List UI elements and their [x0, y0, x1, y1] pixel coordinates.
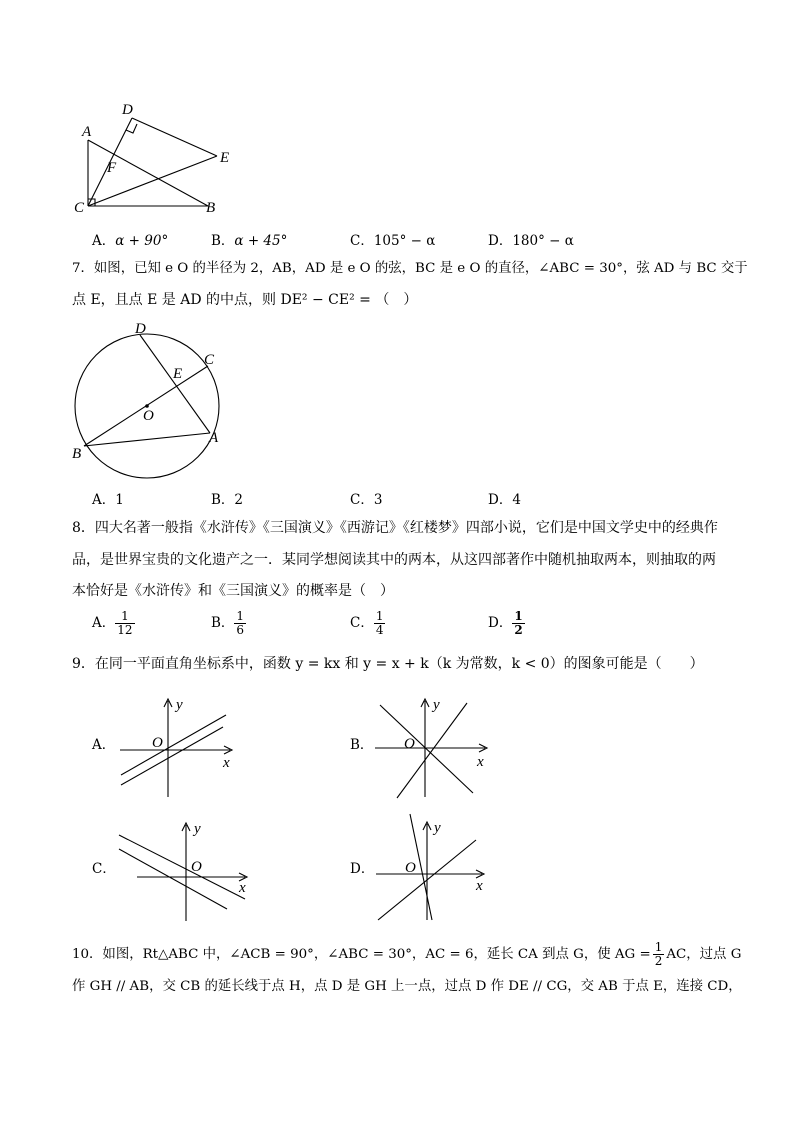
svg-text:y: y	[434, 820, 441, 836]
q9-graph-d	[372, 810, 512, 925]
q9-option-c-label: C．	[92, 861, 116, 877]
q7-line-1: 7．如图，已知 e O 的半径为 2，AB，AD 是 e O 的弦，BC 是 e O 的直径，∠ABC = 30°，弦 AD 与 BC 交于	[72, 261, 748, 276]
q7-label-o: O	[143, 408, 154, 424]
q7-label-d: D	[135, 321, 146, 337]
svg-text:y: y	[433, 697, 440, 713]
q7-label-b: B	[72, 446, 82, 462]
q6-label-f: F	[107, 160, 117, 176]
q6-label-c: C	[74, 200, 85, 216]
svg-text:O: O	[191, 859, 202, 875]
q6-label-d: D	[122, 102, 133, 118]
svg-text:y: y	[194, 821, 201, 837]
q8-line-2: 品，是世界宝贵的文化遗产之一．某同学想阅读其中的两本，从这四部著作中随机抽取两本，则抽取的两	[72, 552, 716, 568]
q6-label-b: B	[206, 200, 216, 216]
q6-figure	[70, 100, 240, 215]
svg-text:O: O	[152, 735, 163, 751]
svg-text:O: O	[404, 736, 415, 752]
q9-graph-a	[115, 693, 255, 803]
q9-graph-c	[115, 817, 255, 927]
q6-label-a: A	[82, 124, 92, 140]
q7-label-a: A	[209, 430, 219, 446]
svg-text:x: x	[239, 880, 246, 896]
svg-text:O: O	[405, 860, 416, 876]
svg-text:y: y	[176, 697, 183, 713]
q8-line-3: 本恰好是《水浒传》和《三国演义》的概率是（ ）	[72, 583, 394, 599]
q8-line-1: 8．四大名著一般指《水浒传》《三国演义》《西游记》《红楼梦》四部小说，它们是中国文学史中的经典作	[72, 520, 718, 536]
q6-label-e: E	[220, 150, 230, 166]
q10-line-1: 10．如图，Rt△ABC 中，∠ACB = 90°，∠ABC = 30°，AC = 6，延长 CA 到点 G，使 AG = $\frac{1}{2}$ AC，过点 G	[72, 940, 742, 968]
q7-figure	[68, 318, 238, 468]
q9-option-d-label: D．	[350, 861, 375, 877]
q7-line-2: 点 E，且点 E 是 AD 的中点，则 DE² − CE² = （ ）	[72, 292, 418, 308]
q7-label-e: E	[173, 366, 183, 382]
q10-line-2: 作 GH // AB，交 CB 的延长线于点 H，点 D 是 GH 上一点，过点 D 作 DE // CG，交 AB 于点 E，连接 CD，	[72, 979, 742, 994]
q9-graph-b	[372, 693, 512, 803]
svg-text:x: x	[477, 754, 484, 770]
q9-line-1: 9．在同一平面直角坐标系中，函数 y = kx 和 y = x + k（k 为常数，k < 0）的图象可能是（ ）	[72, 656, 704, 672]
q9-option-b-label: B．	[350, 737, 374, 753]
svg-text:x: x	[476, 878, 483, 894]
q9-option-a-label: A．	[92, 737, 116, 753]
q7-label-c: C	[204, 352, 215, 368]
svg-text:x: x	[223, 755, 230, 771]
